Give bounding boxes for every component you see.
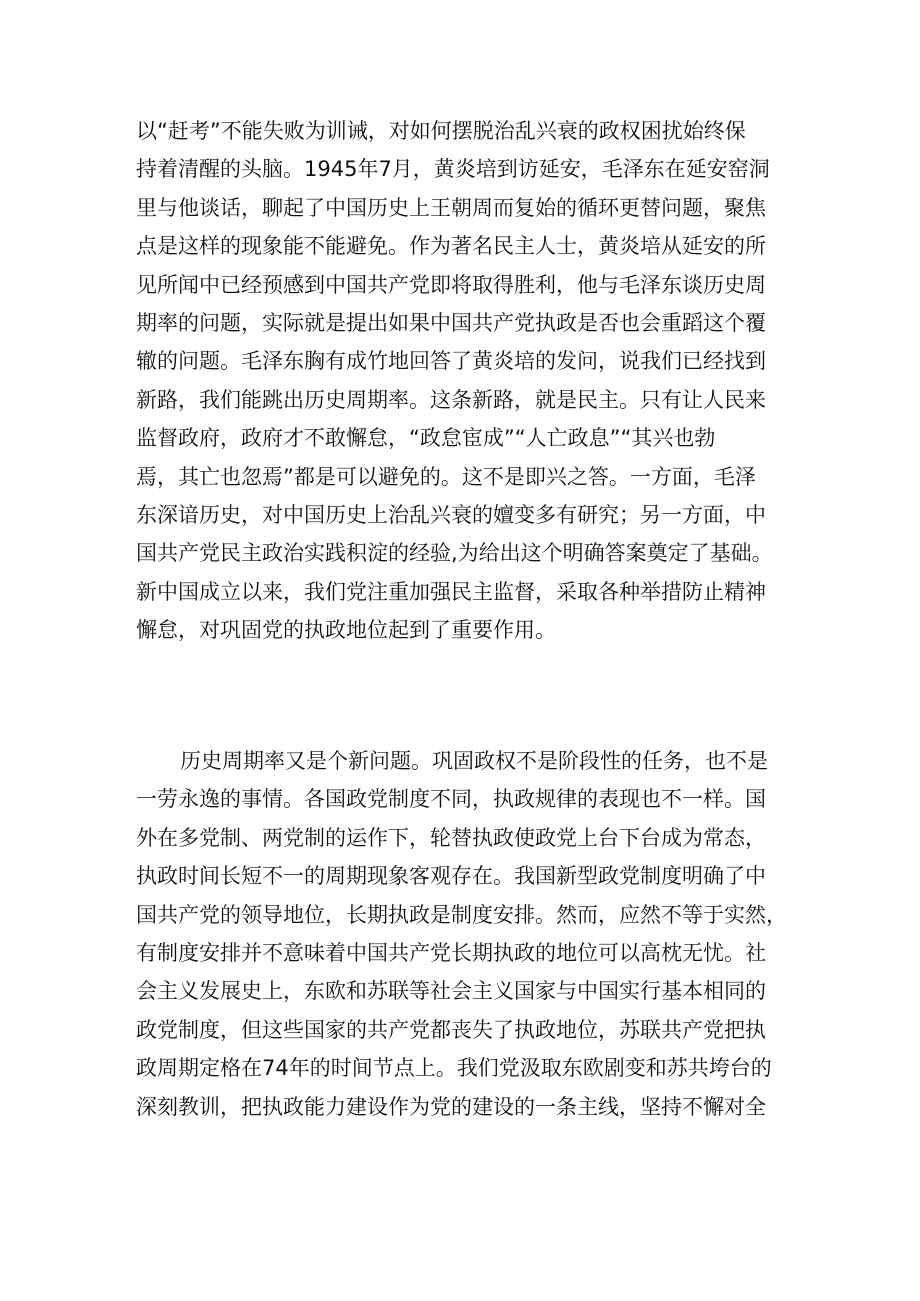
- paragraph-line: 政周期定格在74年的时间节点上。我们党汲取东欧剧变和苏共垮台的: [136, 1056, 772, 1081]
- paragraph-line: 国共产党的领导地位，长期执政是制度安排。然而，应然不等于实然，: [136, 902, 787, 927]
- paragraph-line: 见所闻中已经预感到中国共产党即将取得胜利，他与毛泽东谈历史周: [136, 272, 766, 297]
- paragraph-line: 辙的问题。毛泽东胸有成竹地回答了黄炎培的发问，说我们已经找到: [136, 349, 766, 374]
- paragraph-line: 深刻教训，把执政能力建设作为党的建设的一条主线，坚持不懈对全: [136, 1094, 766, 1119]
- paragraph-line: 期率的问题，实际就是提出如果中国共产党执政是否也会重蹈这个覆: [136, 310, 766, 335]
- paragraph-1: [136, 112, 786, 649]
- paragraph-line: 会主义发展史上，东欧和苏联等社会主义国家与中国实行基本相同的: [136, 979, 766, 1004]
- paragraph-2: [136, 742, 786, 1126]
- paragraph-line: 一劳永逸的事情。各国政党制度不同，执政规律的表现也不一样。国: [136, 787, 766, 812]
- paragraph-line: 政党制度，但这些国家的共产党都丧失了执政地位，苏联共产党把执: [136, 1017, 766, 1042]
- paragraph-line: 有制度安排并不意味着中国共产党长期执政的地位可以高枕无忧。社: [136, 940, 766, 965]
- paragraph-line: 以“赶考”不能失败为训诫，对如何摆脱治乱兴衰的政权困扰始终保: [136, 119, 746, 143]
- paragraph-line: 外在多党制、两党制的运作下，轮替执政使政党上台下台成为常态，: [136, 825, 766, 850]
- paragraph-line: 里与他谈话，聊起了中国历史上王朝周而复始的循环更替问题，聚焦: [136, 195, 766, 220]
- paragraph-line: 国共产党民主政治实践积淀的经验,为给出这个明确答案奠定了基础。: [136, 541, 773, 566]
- paragraph-line: 新路，我们能跳出历史周期率。这条新路，就是民主。只有让人民来: [136, 387, 766, 412]
- paragraph-line: 新中国成立以来，我们党注重加强民主监督，采取各种举措防止精神: [136, 579, 766, 604]
- paragraph-line: 焉，其亡也忽焉”都是可以避免的。这不是即兴之答。一方面，毛泽: [136, 464, 756, 489]
- paragraph-line: 历史周期率又是个新问题。巩固政权不是阶段性的任务，也不是: [180, 749, 768, 773]
- paragraph-line: 东深谙历史，对中国历史上治乱兴衰的嬗变多有研究；另一方面，中: [136, 502, 766, 527]
- paragraph-line: 监督政府，政府才不敢懈怠，“政怠宦成”“人亡政息”“其兴也勃: [136, 426, 716, 451]
- paragraph-line: 点是这样的现象能不能避免。作为著名民主人士，黄炎培从延安的所: [136, 234, 766, 259]
- paragraph-line: 懈怠，对巩固党的执政地位起到了重要作用。: [136, 618, 556, 643]
- paragraph-line: 持着清醒的头脑。1945年7月，黄炎培到访延安，毛泽东在延安窑洞: [136, 157, 770, 182]
- paragraph-line: 执政时间长短不一的周期现象客观存在。我国新型政党制度明确了中: [136, 864, 766, 889]
